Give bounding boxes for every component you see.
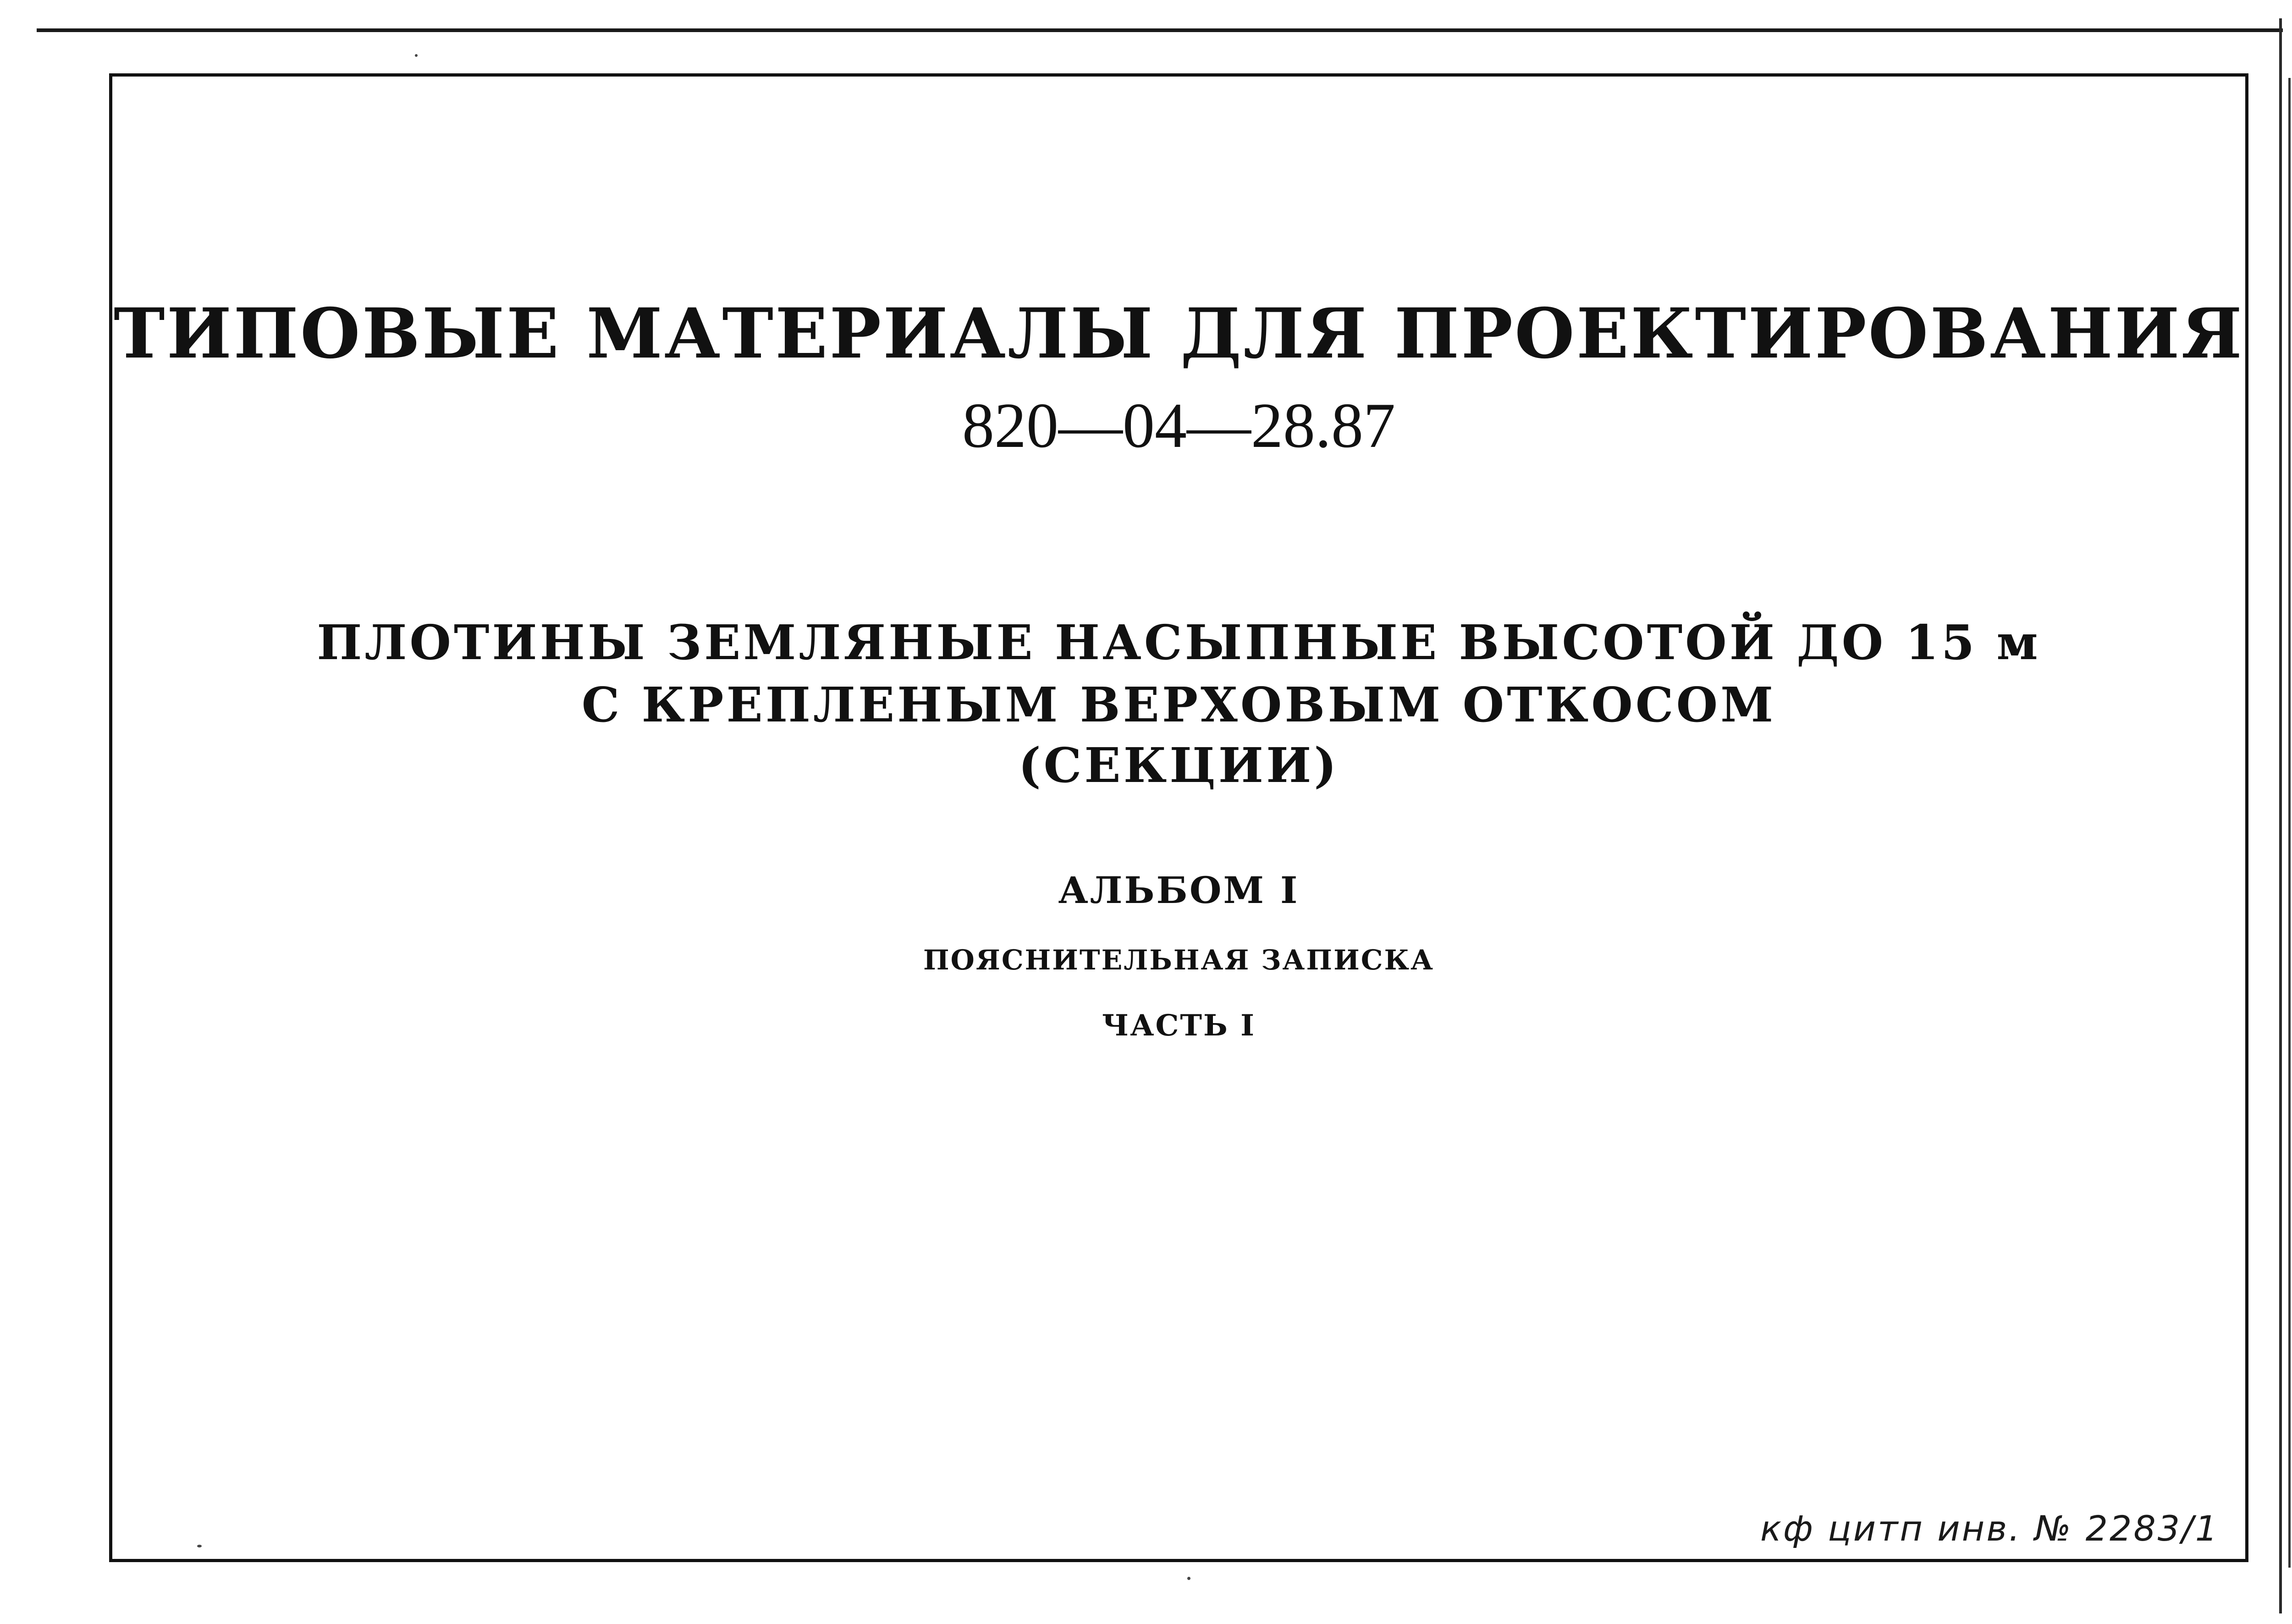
subtitle-line-2: С КРЕПЛЕНЫМ ВЕРХОВЫМ ОТКОСОМ [581,677,1776,733]
scan-speck [197,1545,202,1547]
subtitle-line-3: (СЕКЦИИ) [1018,737,1339,793]
subtitle-line-1: ПЛОТИНЫ ЗЕМЛЯНЫЕ НАСЫПНЫЕ ВЫСОТОЙ ДО 15 м [317,614,2041,671]
scan-speck [1187,1577,1190,1580]
explanatory-note-heading: ПОЯСНИТЕЛЬНАЯ ЗАПИСКА [923,944,1434,976]
scan-right-edge-line [2279,18,2282,1613]
frame-right-outer-line [2288,78,2291,1568]
document-code: 820—04—28.87 [962,390,1395,461]
part-number: ЧАСТЬ I [1102,1008,1256,1043]
scan-top-edge-line [37,28,2283,32]
inventory-number-stamp: кф цитп инв. № 2283/1 [1760,1508,2220,1549]
scan-speck [415,54,418,57]
document-series-title: ТИПОВЫЕ МАТЕРИАЛЫ ДЛЯ ПРОЕКТИРОВАНИЯ [113,293,2244,374]
album-number: АЛЬБОМ I [1058,869,1300,912]
